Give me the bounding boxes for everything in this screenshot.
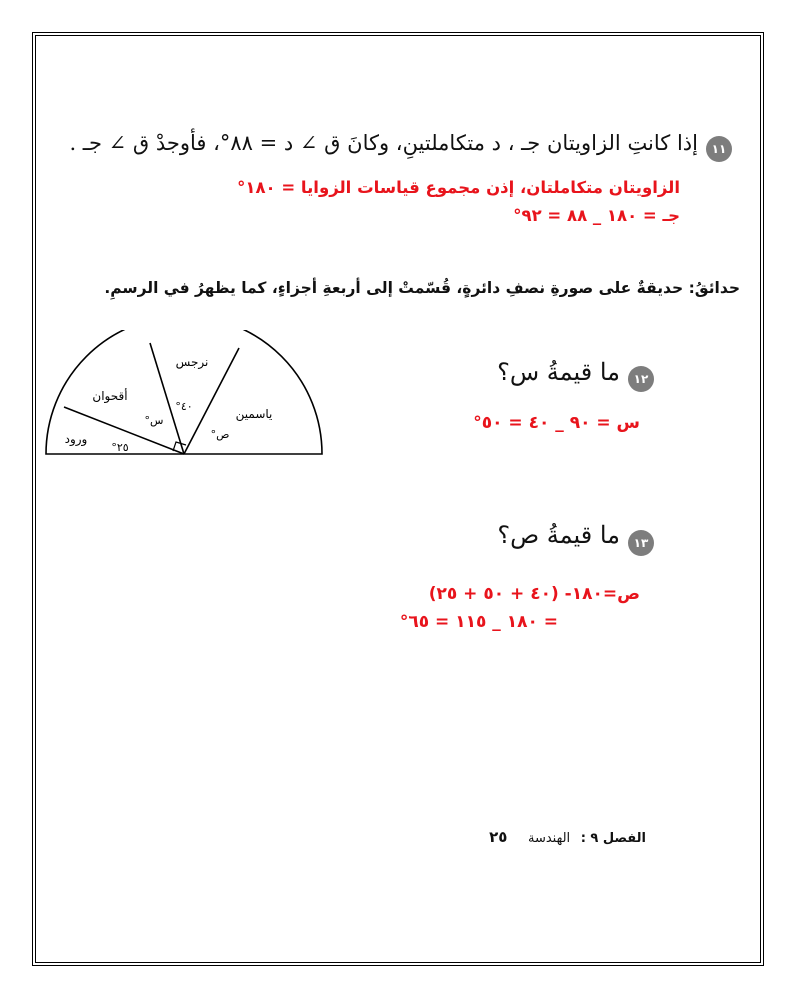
question-12-badge: ١٢ bbox=[628, 366, 654, 392]
label-angle-40: ٤٠° bbox=[175, 400, 193, 413]
semicircle-outline bbox=[46, 330, 322, 454]
footer-subject: الهندسة bbox=[527, 831, 571, 846]
question-13-answer-line1: ص=١٨٠- (٤٠ + ٥٠ + ٢٥) bbox=[428, 584, 640, 604]
gardens-intro: حدائقُ: حديقةٌ على صورةِ نصفِ دائرةٍ، قُسّمتْ إلى أربعةِ أجزاءٍ، كما يظهرُ في الرسمِ. bbox=[104, 279, 740, 297]
label-narjis: نرجس bbox=[175, 355, 209, 369]
label-angle-x: س° bbox=[144, 414, 164, 427]
question-13-answer-line2: = ١٨٠ _ ١١٥ = ٦٥° bbox=[399, 612, 558, 632]
footer-chapter bbox=[489, 828, 646, 846]
question-12-answer: س = ٩٠ _ ٤٠ = ٥٠° bbox=[473, 413, 640, 433]
question-11-badge: ١١ bbox=[706, 136, 732, 162]
label-uqhuwan: أقحوان bbox=[92, 389, 128, 403]
question-11-answer-line2: جـ = ١٨٠ _ ٨٨ = ٩٢° bbox=[513, 206, 680, 225]
question-11-answer-line1: الزاويتان متكاملتان، إذن مجموع قياسات الزوايا = ١٨٠° bbox=[237, 178, 680, 197]
question-12-text: ما قيمةُ س؟ bbox=[497, 358, 620, 386]
label-angle-y: ص° bbox=[210, 428, 230, 441]
semicircle-garden-figure bbox=[40, 330, 330, 460]
label-wurud: ورود bbox=[64, 432, 88, 446]
question-11-text: إذا كانتِ الزاويتان جـ ، د متكاملتينِ، وكانَ ق ∠ د = ٨٨°، فأوجدْ ق ∠ جـ . bbox=[69, 131, 698, 155]
label-angle-25: ٢٥° bbox=[111, 441, 129, 454]
footer-chapter-label: الفصل ٩ : bbox=[580, 831, 646, 846]
question-13-text: ما قيمةُ ص؟ bbox=[497, 521, 620, 549]
page-frame bbox=[32, 32, 764, 966]
footer-page-number: ٢٥ bbox=[489, 828, 508, 846]
label-yasmin: ياسمين bbox=[235, 407, 273, 421]
question-13-badge: ١٣ bbox=[628, 530, 654, 556]
